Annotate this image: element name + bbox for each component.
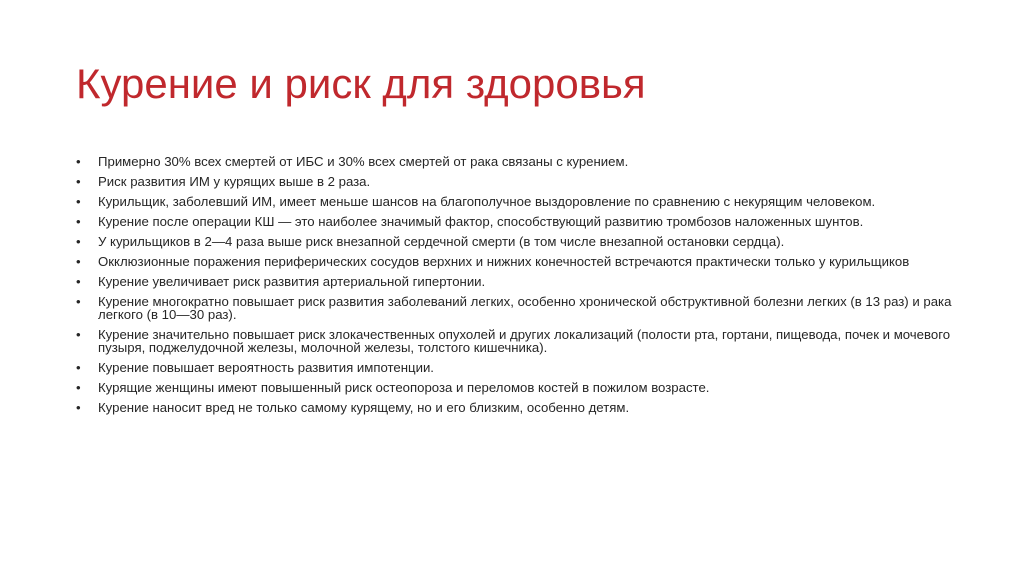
bullet-item [76,155,966,168]
bullet-text: Курение значительно повышает риск злокачественных опухолей и других локализаций (полости рта, гортани, пищевода, почек и мочевого пузыря, поджелудочной железы, молочной железы, толстого кишечника). [98,327,951,355]
bullet-item [76,295,966,321]
bullet-item [76,255,966,268]
bullet-text: Курение увеличивает риск развития артериальной гипертонии. [98,274,486,289]
bullet-text: Курение наносит вред не только самому курящему, но и его близким, особенно детям. [98,400,630,415]
bullet-item [76,195,966,208]
bullet-item [76,328,966,354]
bullet-item [76,215,966,228]
bullet-item [76,235,966,248]
bullet-icon: • [76,294,81,309]
bullet-text: Курение повышает вероятность развития импотенции. [98,360,434,375]
bullet-text: Примерно 30% всех смертей от ИБС и 30% всех смертей от рака связаны с курением. [98,154,629,169]
bullet-icon: • [76,254,81,269]
bullet-text: Окклюзионные поражения периферических сосудов верхних и нижних конечностей встречаются практически только у курильщиков [98,254,910,269]
bullet-text: Риск развития ИМ у курящих выше в 2 раза. [98,174,371,189]
bullet-list [76,155,966,421]
bullet-icon: • [76,360,81,375]
bullet-icon: • [76,380,81,395]
bullet-text: Курильщик, заболевший ИМ, имеет меньше шансов на благополучное выздоровление по сравнению с некурящим человеком. [98,194,876,209]
bullet-text: Курение многократно повышает риск развития заболеваний легких, особенно хронической обструктивной болезни легких (в 13 раз) и рака легкого (в 10—30 раз). [98,294,952,322]
bullet-item [76,275,966,288]
bullet-text: У курильщиков в 2—4 раза выше риск внезапной сердечной смерти (в том числе внезапной остановки сердца). [98,234,785,249]
slide-title: Курение и риск для здоровья [76,60,646,107]
bullet-icon: • [76,214,81,229]
bullet-item [76,401,966,414]
bullet-icon: • [76,400,81,415]
bullet-item [76,175,966,188]
bullet-icon: • [76,174,81,189]
bullet-text: Курящие женщины имеют повышенный риск остеопороза и переломов костей в пожилом возрасте. [98,380,710,395]
bullet-item [76,381,966,394]
bullet-icon: • [76,274,81,289]
bullet-icon: • [76,154,81,169]
bullet-item [76,361,966,374]
bullet-text: Курение после операции КШ — это наиболее значимый фактор, способствующий развитию тромбозов наложенных шунтов. [98,214,864,229]
bullet-icon: • [76,327,81,342]
bullet-icon: • [76,194,81,209]
bullet-icon: • [76,234,81,249]
